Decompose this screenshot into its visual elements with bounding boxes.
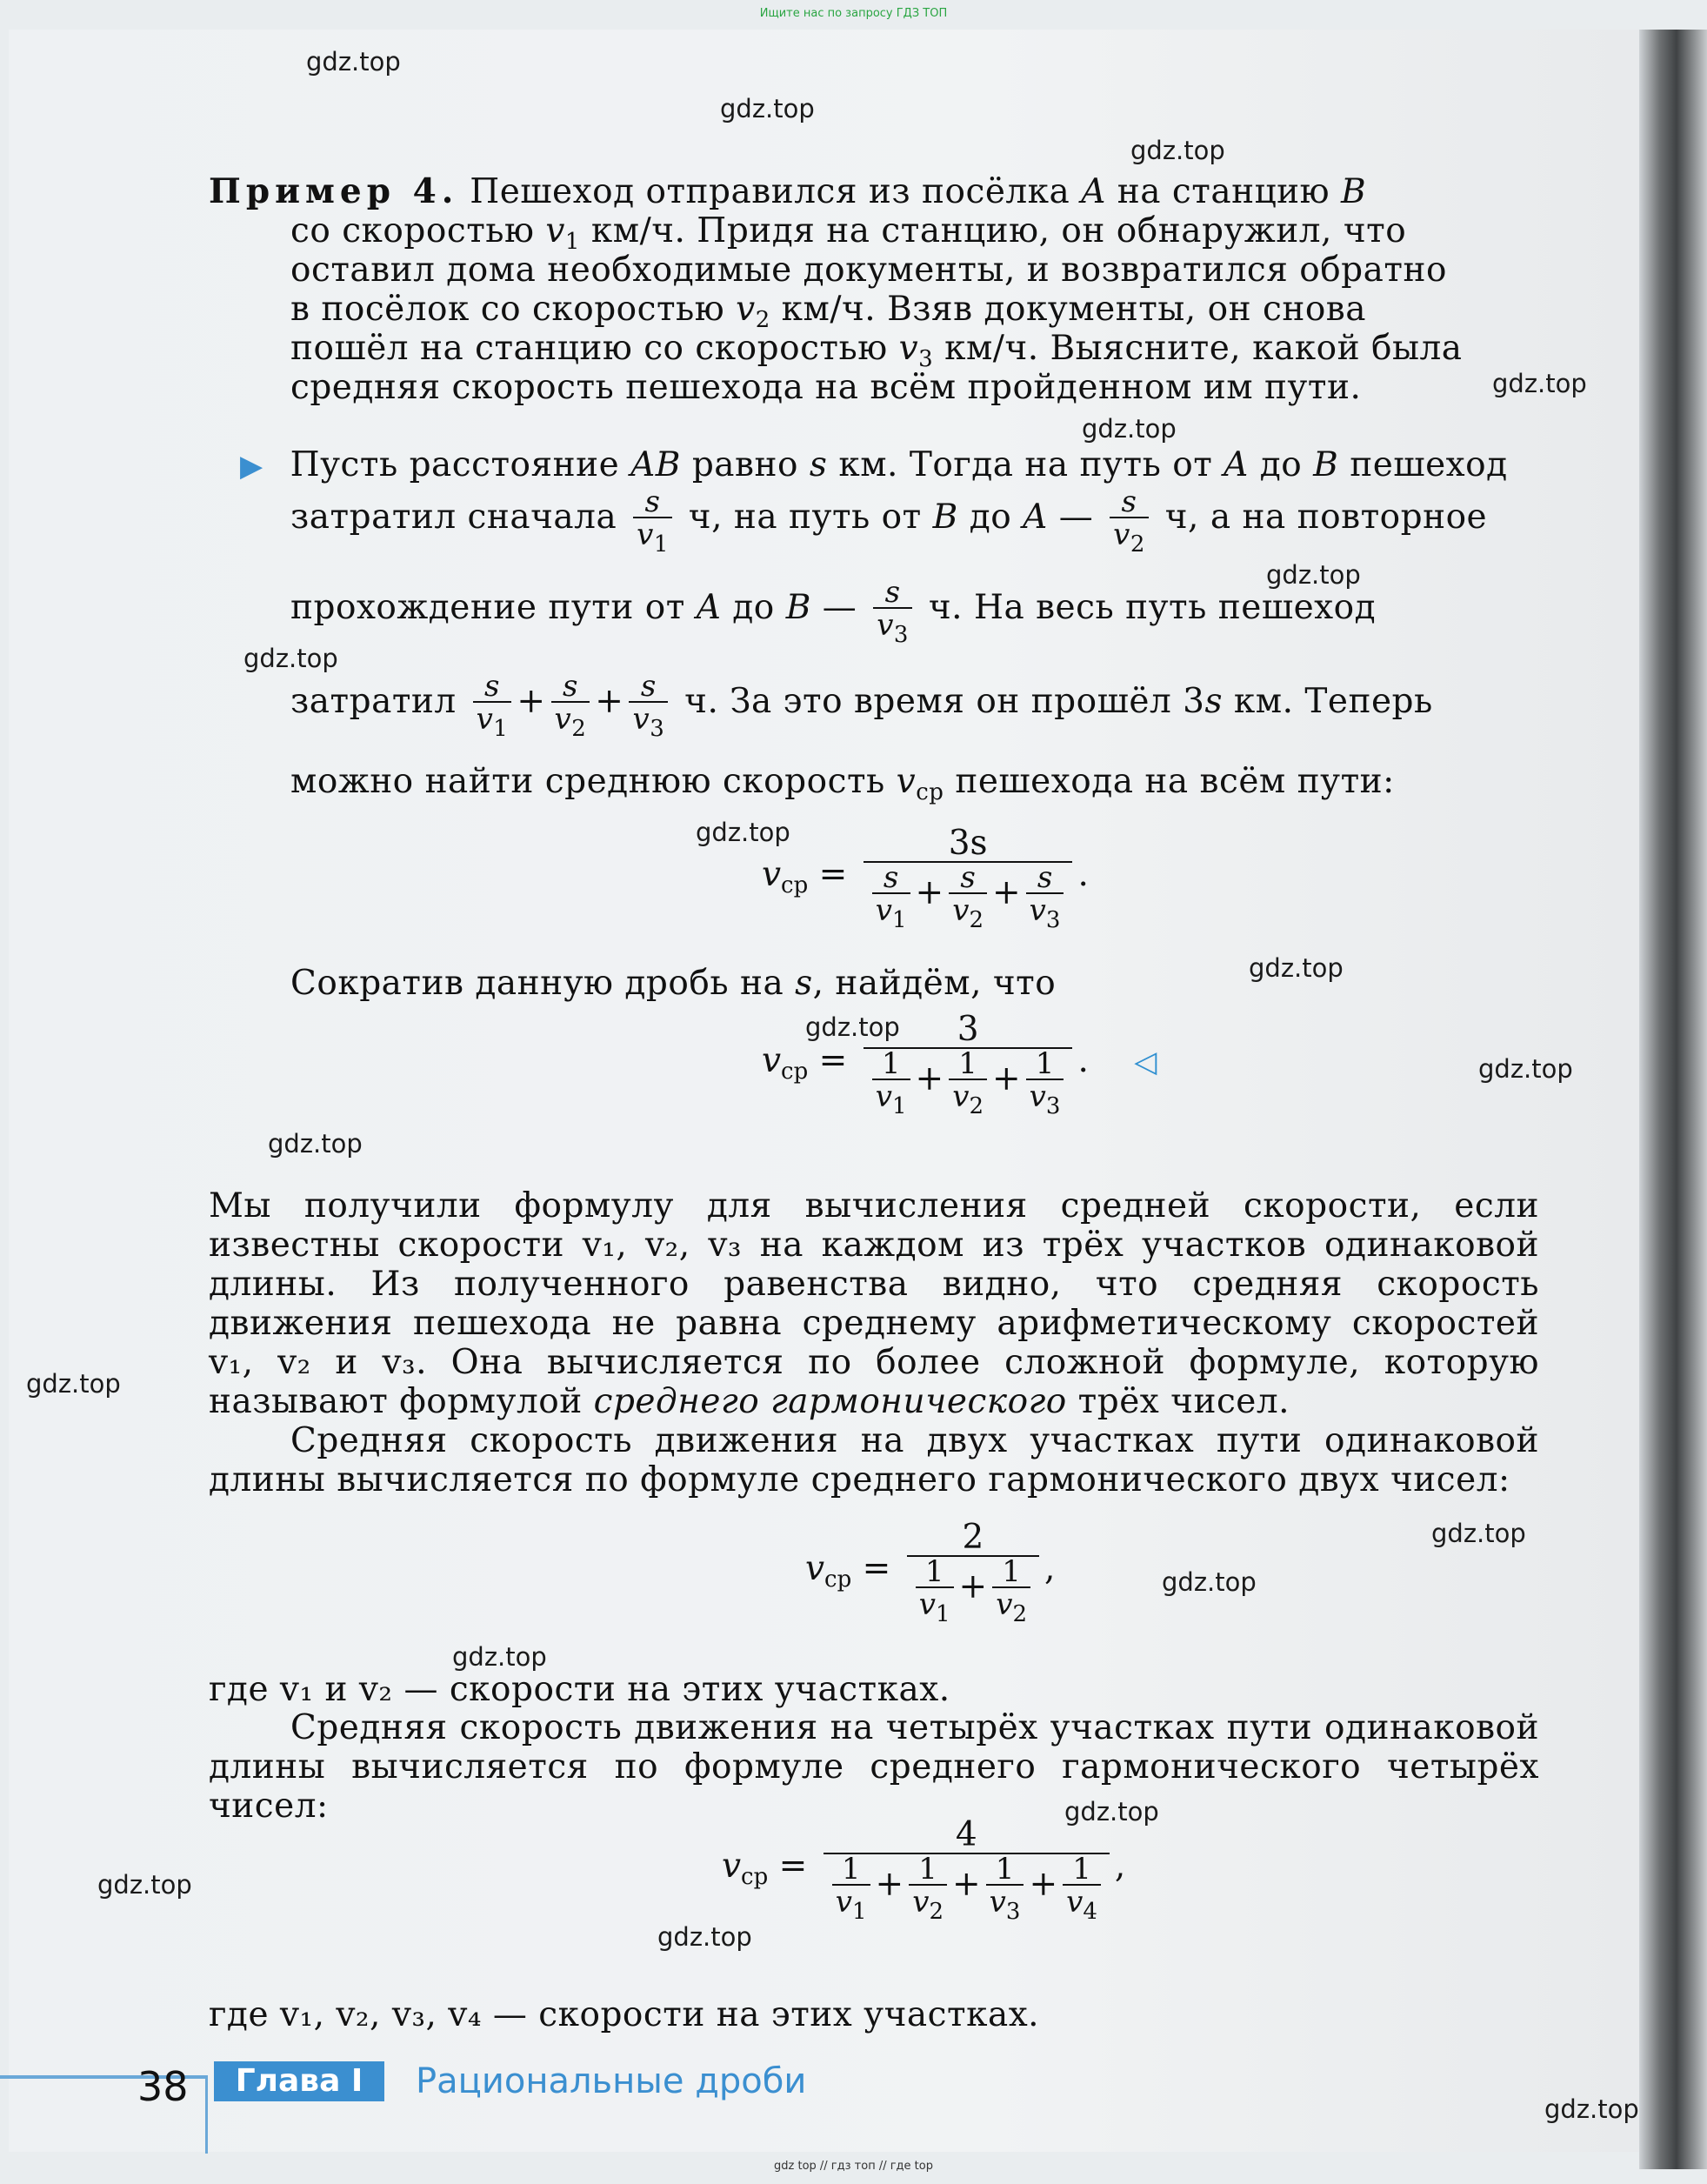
top-banner[interactable]: Ищите нас по запросу ГДЗ ТОП — [759, 7, 948, 20]
bottom-banner[interactable]: gdz top // гдз топ // где top — [774, 2160, 933, 2173]
page-number: 38 — [137, 2063, 189, 2110]
watermark: gdz.top — [1492, 369, 1587, 398]
solution-marker-icon: ▶ — [240, 449, 263, 484]
watermark: gdz.top — [26, 1369, 121, 1399]
average-speed-formula: $v_{ср}$ = 3s $\frac{s}{v_1}$ + $\frac{s}{v_2}$ + $\frac{s}{v_3}$ . — [762, 824, 1089, 933]
fraction: $\frac{s}{v_2}$ — [1110, 487, 1149, 551]
watermark: gdz.top — [243, 644, 338, 673]
fraction: $\frac{s}{v_2}$ — [551, 671, 590, 736]
fraction: $\frac{s}{v_1}$ — [633, 487, 672, 551]
example-line: в посёлок со скоростью $v_2$ км/ч. Взяв документы, он снова — [290, 290, 1367, 333]
solution-line: затратил сначала $\frac{s}{v_1}$ ч, на путь от B до A — $\frac{s}{v_2}$ ч, а на повторное — [290, 484, 1488, 558]
watermark: gdz.top — [696, 818, 790, 847]
harmonic-mean-3-formula: $v_{ср}$ = 3 $\frac{1}{v_1}$ + $\frac{1}{v_2}$ + $\frac{1}{v_3}$ . ◁ — [762, 1010, 1157, 1119]
text-line: где v₁ и v₂ — скорости на этих участках. — [209, 1670, 950, 1709]
watermark: gdz.top — [1478, 1054, 1573, 1084]
watermark: gdz.top — [1544, 2094, 1639, 2124]
text-line: где v₁, v₂, v₃, v₄ — скорости на этих участках. — [209, 1995, 1040, 2034]
footer-divider — [205, 2075, 208, 2154]
watermark: gdz.top — [657, 1922, 752, 1952]
solution-line: ▶ Пусть расстояние AB равно s км. Тогда на путь от A до B пешеход — [240, 445, 1508, 484]
watermark: gdz.top — [1249, 953, 1344, 983]
harmonic-mean-4-formula: $v_{ср}$ = 4 $\frac{1}{v_1}$ + $\frac{1}{v_2}$ + $\frac{1}{v_3}$ + $\frac{1}{v_4}$ , — [722, 1815, 1126, 1925]
fraction: $\frac{s}{v_1}$ — [473, 671, 512, 736]
watermark: gdz.top — [97, 1870, 192, 1900]
fraction: 2 $\frac{1}{v_1}$ + $\frac{1}{v_2}$ — [907, 1520, 1039, 1621]
solution-line: прохождение пути от A до B — $\frac{s}{v_3}$ ч. На весь путь пешеход — [290, 575, 1377, 648]
book-spine — [1639, 30, 1707, 2169]
watermark: gdz.top — [1162, 1567, 1257, 1597]
fraction: 3s $\frac{s}{v_1}$ + $\frac{s}{v_2}$ + $\frac{s}{v_3}$ — [864, 826, 1073, 927]
example-line: со скоростью $v_1$ км/ч. Придя на станцию, он обнаружил, что — [290, 211, 1407, 255]
watermark: gdz.top — [1431, 1519, 1526, 1548]
chapter-label: Глава I — [214, 2061, 384, 2101]
solution-line: Сократив данную дробь на s, найдём, что — [290, 964, 1057, 1003]
fraction: 3 $\frac{1}{v_1}$ + $\frac{1}{v_2}$ + $\frac{1}{v_3}$ — [864, 1012, 1073, 1113]
solution-line: затратил $\frac{s}{v_1}$ + $\frac{s}{v_2}$ + $\frac{s}{v_3}$ ч. За это время он прошёл 3s км. Теперь — [290, 669, 1433, 742]
example-line: пошёл на станцию со скоростью $v_3$ км/ч. Выясните, какой была — [290, 329, 1463, 372]
watermark: gdz.top — [1266, 560, 1361, 590]
solution-line: можно найти среднюю скорость $v_{ср}$ пешехода на всём пути: — [290, 762, 1395, 805]
solution-end-icon: ◁ — [1134, 1045, 1157, 1079]
watermark: gdz.top — [268, 1129, 363, 1159]
watermark: gdz.top — [720, 94, 815, 124]
example-line: средняя скорость пешехода на всём пройденном им пути. — [290, 368, 1362, 407]
example-line: Пример 4. Пешеход отправился из посёлка A на станцию B — [209, 171, 1367, 211]
example-line: оставил дома необходимые документы, и возвратился обратно — [290, 250, 1447, 290]
watermark: gdz.top — [306, 47, 401, 77]
fraction: $\frac{s}{v_3}$ — [629, 671, 668, 736]
chapter-title: Рациональные дроби — [416, 2061, 807, 2101]
paragraph: Средняя скорость движения на двух участках пути одинаковой длины вычисляется по формуле среднего гармонического двух чисел: — [209, 1421, 1539, 1499]
fraction: $\frac{s}{v_3}$ — [873, 578, 912, 642]
watermark: gdz.top — [1064, 1797, 1159, 1827]
watermark: gdz.top — [1082, 414, 1177, 444]
watermark: gdz.top — [805, 1012, 900, 1042]
watermark: gdz.top — [1130, 136, 1225, 165]
harmonic-mean-2-formula: $v_{ср}$ = 2 $\frac{1}{v_1}$ + $\frac{1}{v_2}$ , — [805, 1518, 1056, 1627]
paragraph: Средняя скорость движения на четырёх участках пути одинаковой длины вычисляется по формуле среднего гармонического четырёх чисел: — [209, 1708, 1539, 1826]
fraction: 4 $\frac{1}{v_1}$ + $\frac{1}{v_2}$ + $\frac{1}{v_3}$ + $\frac{1}{v_4}$ — [823, 1818, 1110, 1919]
watermark: gdz.top — [452, 1642, 547, 1672]
example-label: Пример 4. — [209, 171, 459, 211]
paragraph: Мы получили формулу для вычисления средней скорости, если известны скорости v₁, v₂, v₃ на каждом из трёх участков одинаковой длины. Из полученного равенства видно, что средняя скорость движения пешехода не равна среднему арифметическому скоростей v₁, v₂ и v₃. Она вычисляется по более сложной формуле, которую называют формулой среднего гармонического трёх чисел. — [209, 1186, 1539, 1421]
